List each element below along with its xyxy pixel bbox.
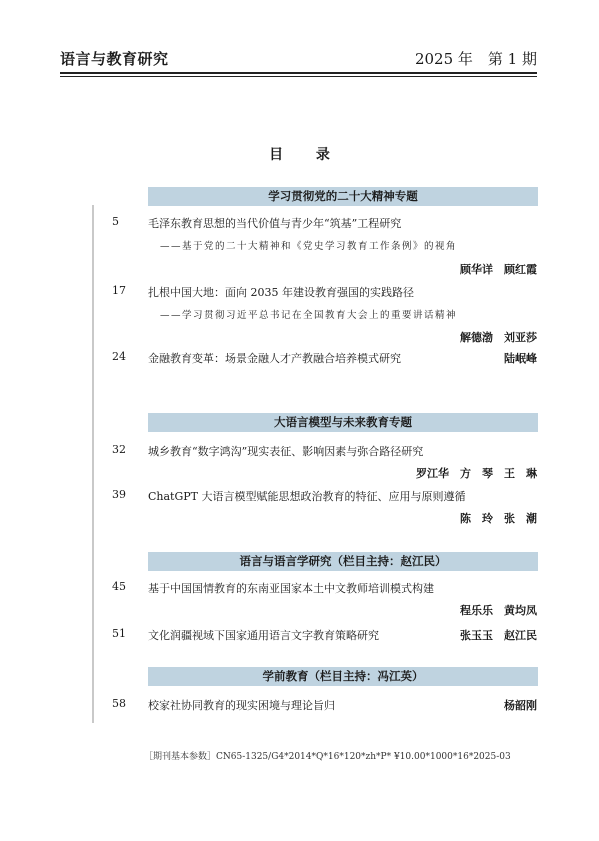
page-number: 51: [112, 627, 126, 640]
article-title[interactable]: 基于中国国情教育的东南亚国家本土中文教师培训模式构建: [148, 582, 434, 595]
article-authors: 解德渤 刘亚莎: [460, 331, 537, 344]
page-number: 5: [112, 215, 119, 228]
vertical-divider: [92, 205, 94, 723]
article-authors: 陆岷峰: [504, 352, 537, 365]
page-number: 17: [112, 284, 126, 297]
page-number: 32: [112, 443, 126, 456]
article-title[interactable]: 校家社协同教育的现实困境与理论旨归: [148, 699, 335, 712]
section-band: 语言与语言学研究（栏目主持：赵江民）: [148, 552, 538, 571]
article-title[interactable]: 城乡教育“数字鸿沟”现实表征、影响因素与弥合路径研究: [148, 445, 424, 458]
section-band: 大语言模型与未来教育专题: [148, 413, 538, 432]
article-authors: 顾华详 顾红霞: [460, 263, 537, 276]
issue-label: 2025 年 第 1 期: [414, 50, 537, 68]
article-title[interactable]: 文化润疆视域下国家通用语言文字教育策略研究: [148, 629, 379, 642]
article-title[interactable]: ChatGPT 大语言模型赋能思想政治教育的特征、应用与原则遵循: [148, 490, 466, 503]
header-rule-thin: [60, 76, 537, 77]
journal-parameters: ［期刊基本参数］CN65-1325/G4*2014*Q*16*120*zh*P* ¥10.00*1000*16*2025-03: [144, 752, 511, 762]
journal-name: 语言与教育研究: [60, 50, 169, 68]
section-band: 学习贯彻党的二十大精神专题: [148, 187, 538, 206]
article-subtitle: ——学习贯彻习近平总书记在全国教育大会上的重要讲话精神: [160, 310, 458, 321]
page-number: 39: [112, 488, 126, 501]
article-authors: 程乐乐 黄均凤: [460, 604, 537, 617]
article-subtitle: ——基于党的二十大精神和《党史学习教育工作条例》的视角: [160, 241, 458, 252]
article-title[interactable]: 金融教育变革：场景金融人才产教融合培养模式研究: [148, 352, 401, 365]
article-authors: 罗江华 方 琴 王 琳: [416, 467, 537, 480]
article-authors: 张玉玉 赵江民: [460, 629, 537, 642]
header-rule-thick: [60, 72, 537, 74]
article-title[interactable]: 扎根中国大地：面向 2035 年建设教育强国的实践路径: [148, 286, 414, 299]
article-authors: 陈 玲 张 潮: [460, 512, 537, 525]
article-title[interactable]: 毛泽东教育思想的当代价值与青少年“筑基”工程研究: [148, 217, 402, 230]
section-band: 学前教育（栏目主持：冯江英）: [148, 667, 538, 686]
article-authors: 杨韶刚: [504, 699, 537, 712]
page-number: 58: [112, 697, 126, 710]
toc-title: 目 录: [269, 147, 344, 163]
page-number: 24: [112, 350, 126, 363]
page-number: 45: [112, 580, 126, 593]
